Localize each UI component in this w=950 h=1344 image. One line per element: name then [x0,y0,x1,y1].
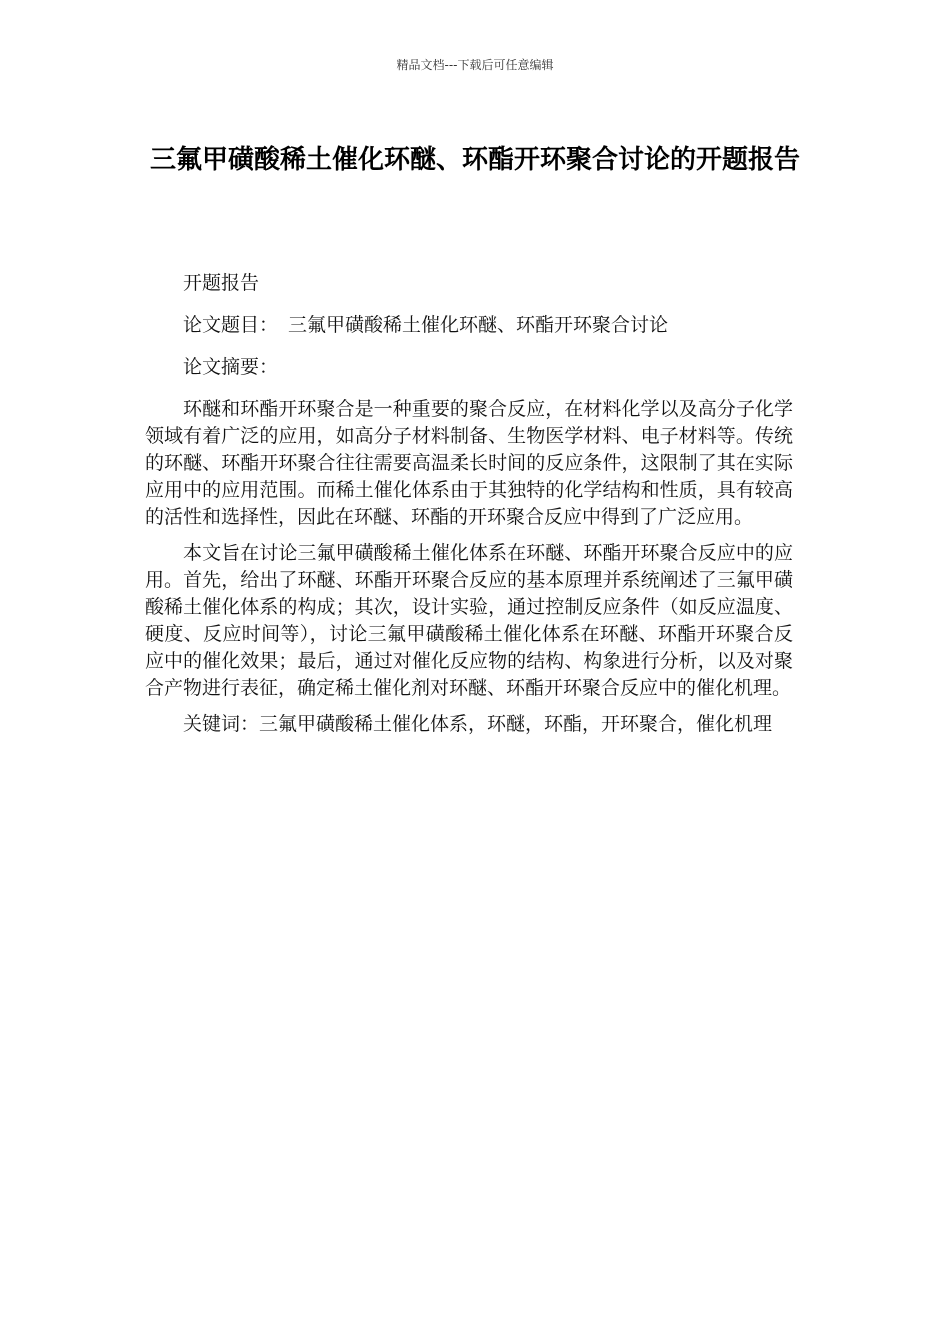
abstract-paragraph: 环醚和环酯开环聚合是一种重要的聚合反应，在材料化学以及高分子化学领域有着广泛的应用，如高分子材料制备、生物医学材料、电子材料等。传统的环醚、环酯开环聚合往往需要高温柔长时间的反应条件，这限制了其在实际应用中的应用范围。而稀土催化体系由于其独特的化学结构和性质，具有较高的活性和选择性，因此在环醚、环酯的开环聚合反应中得到了广泛应用。 [145,398,793,528]
thesis-title-label: 论文题目： [183,314,279,336]
keywords-value: 三氟甲磺酸稀土催化体系，环醚，环酯，开环聚合，催化机理 [259,713,773,735]
thesis-title-value: 三氟甲磺酸稀土催化环醚、环酯开环聚合讨论 [288,314,669,336]
document-title: 三氟甲磺酸稀土催化环醚、环酯开环聚合讨论的开题报告 [149,145,800,175]
keywords-line [145,711,793,738]
keywords-label: 关键词： [183,713,260,735]
abstract-label: 论文摘要： [183,356,279,378]
section-label: 开题报告 [183,272,260,294]
document-body [145,270,793,747]
header-note: 精品文档---下载后可任意编辑 [396,58,554,72]
thesis-title-line [145,312,793,339]
abstract-paragraph: 本文旨在讨论三氟甲磺酸稀土催化体系在环醚、环酯开环聚合反应中的应用。首先，给出了环醚、环酯开环聚合反应的基本原理并系统阐述了三氟甲磺酸稀土催化体系的构成；其次，设计实验，通过控制反应条件（如反应温度、硬度、反应时间等），讨论三氟甲磺酸稀土催化体系在环醚、环酯开环聚合反应中的催化效果；最后，通过对催化反应物的结构、构象进行分析，以及对聚合产物进行表征，确定稀土催化剂对环醚、环酯开环聚合反应中的催化机理。 [145,542,793,699]
